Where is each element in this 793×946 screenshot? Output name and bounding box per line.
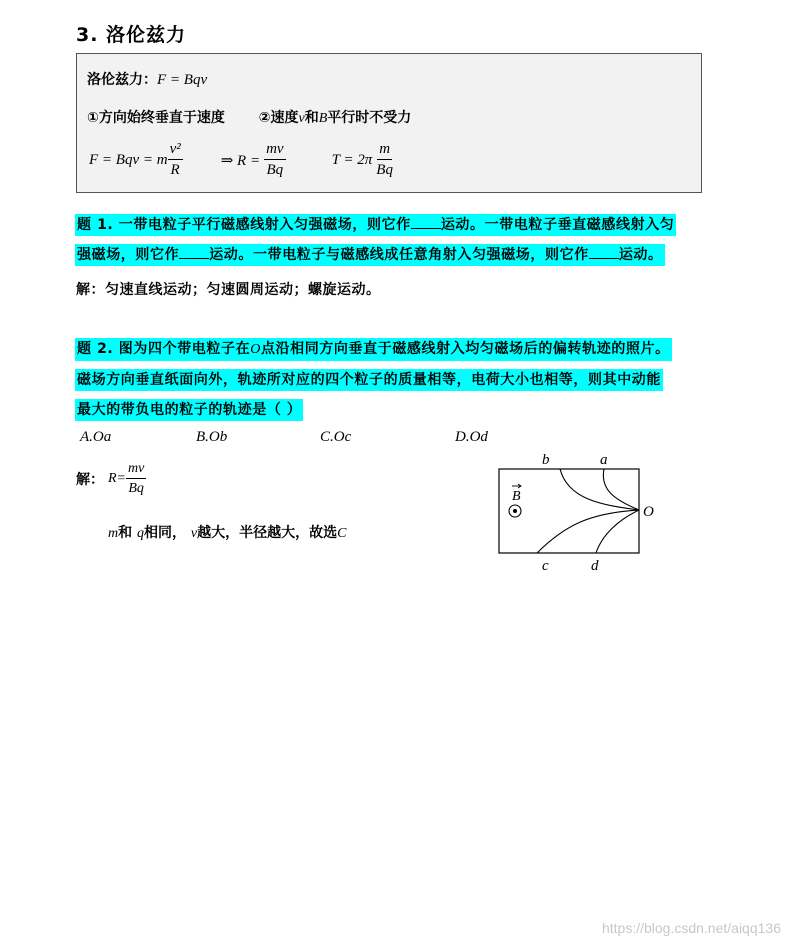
eq3-lhs: T = 2π (331, 151, 373, 168)
q1-line2-part-b: 运动。一带电粒子与磁感线成任意角射入匀强磁场，则它作 (209, 247, 589, 263)
trajectory-d (596, 510, 639, 553)
lorentz-formula: F = Bqv (157, 72, 208, 88)
eq2-fraction (264, 142, 286, 178)
label-c: c (542, 558, 549, 574)
label-a: a (600, 452, 608, 468)
q1-line1-part-b: 运动。一带电粒子垂直磁感线射入匀 (440, 217, 675, 233)
q1-blank-3 (589, 245, 619, 259)
bullet-2-part-a: ②速度 (258, 110, 299, 126)
lorentz-label: 洛伦兹力： (87, 72, 157, 88)
eq2-numerator: mv (264, 142, 286, 160)
bullet-1: ①方向始终垂直于速度 (87, 110, 225, 126)
q2-solution-numerator: mv (126, 462, 146, 479)
eq3-numerator: m (377, 142, 392, 160)
bullet-2-v: v (298, 111, 305, 126)
section-title: 3. 洛伦兹力 (76, 24, 187, 46)
field-dot (513, 509, 517, 513)
q1-line-2 (75, 242, 665, 268)
q1-answer: 解：匀速直线运动；匀速圆周运动；螺旋运动。 (76, 282, 381, 298)
watermark: https://blog.csdn.net/aiqq136 (601, 920, 781, 936)
q1-blank-1 (411, 215, 441, 229)
q1-blank-2 (179, 245, 209, 259)
q2-text-3: 最大的带负电的粒子的轨迹是（ ） (75, 399, 303, 421)
q2-point-O: O (250, 341, 261, 357)
eq1-fraction (168, 142, 183, 178)
q2-solution-denominator: Bq (128, 481, 144, 496)
eq1-numerator: v² (168, 142, 183, 160)
option-c: C.Oc (320, 429, 352, 445)
option-a: A.Oa (80, 429, 112, 445)
q2-sol-part-a: 和 (118, 525, 133, 541)
q1-line1-part-a: 题 1. 一带电粒子平行磁感线射入匀强磁场，则它作 (77, 217, 411, 233)
label-B: B (512, 489, 521, 504)
q2-sol-v: v (190, 526, 198, 541)
option-b: B.Ob (196, 429, 228, 445)
q2-text-1 (75, 338, 672, 361)
label-b: b (542, 452, 550, 468)
q1-text (75, 214, 676, 236)
q2-sol-C: C (337, 526, 347, 541)
q1-line2-part-c: 运动。 (618, 247, 663, 263)
bullet-2-part-c: 平行时不受力 (327, 110, 412, 126)
eq1-denominator: R (170, 162, 180, 178)
label-O: O (643, 504, 654, 520)
formula-line-2 (87, 107, 411, 127)
eq2-denominator: Bq (266, 162, 284, 178)
trajectory-figure (480, 445, 670, 580)
trajectory-a (603, 469, 639, 510)
formula-line-3 (89, 142, 393, 178)
q2-solution-formula (76, 462, 146, 496)
formula-box (76, 53, 702, 193)
q2-sol-q: q (137, 526, 144, 541)
trajectory-b (560, 469, 639, 510)
field-region-rectangle (499, 469, 639, 553)
q2-text-2: 磁场方向垂直纸面向外，轨迹所对应的四个粒子的质量相等，电荷大小也相等，则其中动能 (75, 369, 663, 391)
q2-line-1 (75, 336, 672, 362)
option-d: D.Od (455, 429, 488, 445)
q2-line1-part-b: 点沿相同方向垂直于磁感线射入均匀磁场后的偏转轨迹的照片。 (260, 340, 670, 357)
q2-sol-m: m (108, 526, 119, 541)
eq3-fraction (376, 142, 393, 178)
q2-sol-part-b: 相同， (144, 525, 186, 541)
bullet-2-B: B (318, 111, 328, 126)
q1-line-1 (75, 212, 676, 238)
q1-line2-part-a: 强磁场，则它作 (77, 247, 180, 263)
label-d: d (591, 558, 599, 574)
q1-text-2 (75, 244, 665, 266)
q2-sol-part-c: 越大，半径越大，故选 (197, 525, 338, 541)
q2-line-2 (75, 367, 663, 393)
eq3-denominator: Bq (376, 162, 393, 178)
q2-solution-fraction (126, 462, 146, 496)
q2-solution-label: 解： (76, 472, 104, 488)
q2-solution-R: R= (108, 471, 126, 486)
bullet-2-part-b: 和 (304, 110, 319, 126)
q2-solution-text (108, 522, 346, 542)
q2-line-3 (75, 397, 303, 423)
q2-line1-part-a: 题 2. 图为四个带电粒子在 (77, 340, 251, 357)
eq1-lhs: F = Bqv = m (89, 151, 168, 168)
formula-line-1 (87, 69, 207, 89)
eq2-lhs: ⇒ R = (220, 152, 261, 169)
trajectory-c (537, 510, 639, 553)
